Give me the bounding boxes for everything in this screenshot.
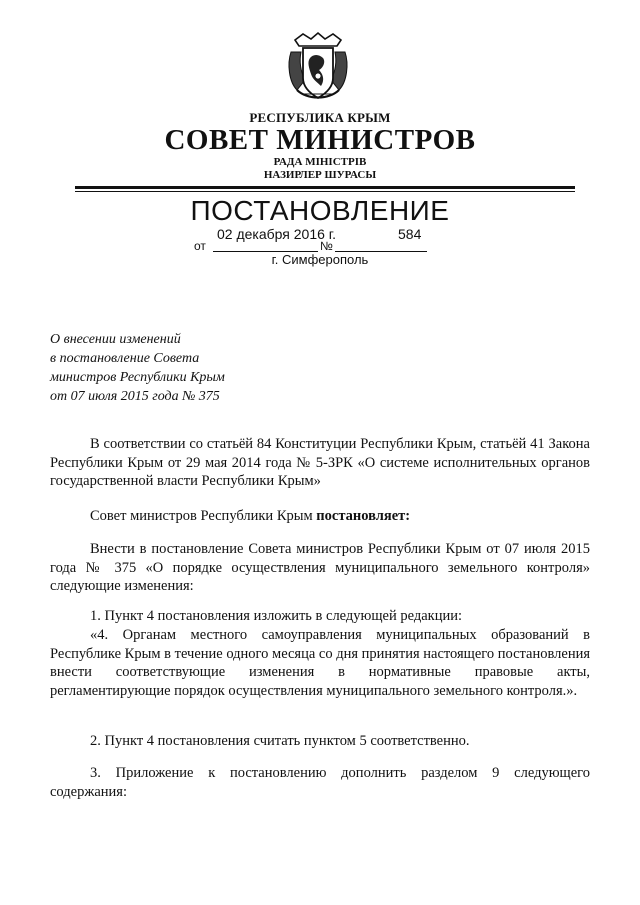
paragraph-text: В соответствии со статьёй 84 Конституции Республики Крым, статьёй 41 Закона Республики Крым от 29 мая 2014 года № 5-ЗРК «О системе исполнительных органов государственной власти Республики Крым» [50, 436, 590, 489]
republic-heading: РЕСПУБЛИКА КРЫМ [249, 110, 391, 125]
paragraph-text: 3. Приложение к постановлению дополнить разделом 9 следующего содержания: [50, 765, 590, 800]
header-divider-thick [75, 186, 575, 189]
subject-line: в постановление Совета [50, 351, 200, 366]
body-paragraph [50, 435, 590, 491]
document-subject [50, 330, 310, 406]
subject-line: министров Республики Крым [50, 370, 225, 385]
city-label: г. Симферополь [271, 252, 369, 267]
body-paragraph [50, 540, 590, 596]
body-paragraph [50, 607, 590, 626]
number-sign: № [320, 239, 333, 253]
body-paragraph [50, 507, 590, 526]
date-prefix: от [194, 239, 206, 253]
document-number: 584 [398, 226, 422, 242]
coat-of-arms-icon [283, 30, 353, 106]
nazirler-heading: НАЗИРЛЕР ШУРАСЫ [263, 169, 377, 181]
council-heading: СОВЕТ МИНИСТРОВ [164, 124, 476, 156]
paragraph-text: 1. Пункт 4 постановления изложить в следующей редакции: [90, 608, 463, 624]
resolution-keyword: постановляет: [316, 508, 411, 524]
subject-line: от 07 июля 2015 года № 375 [50, 389, 220, 404]
document-date: 02 декабря 2016 г. [217, 226, 337, 242]
paragraph-text: Совет министров Республики Крым [90, 508, 317, 524]
body-paragraph [50, 764, 590, 801]
paragraph-text: Внести в постановление Совета министров Республики Крым от 07 июля 2015 года № 375 «О порядке осуществления муниципального земельного контроля» следующие изменения: [50, 541, 590, 594]
body-paragraph [50, 732, 590, 751]
paragraph-text: «4. Органам местного самоуправления муниципальных образований в Республике Крым в течение одного месяца со дня принятия настоящего постановления внести соответствующие изменения в нормативные правовые акты, регламентирующие порядок осуществления муниципального земельного контроля.». [50, 627, 591, 699]
subject-line: О внесении изменений [50, 332, 181, 347]
body-paragraph [50, 626, 590, 700]
rada-heading: РАДА МІНІСТРІВ [273, 156, 367, 168]
document-type-title: ПОСТАНОВЛЕНИЕ [190, 195, 450, 226]
paragraph-text: 2. Пункт 4 постановления считать пунктом 5 соответственно. [90, 733, 470, 749]
header-divider-thin [75, 191, 575, 192]
